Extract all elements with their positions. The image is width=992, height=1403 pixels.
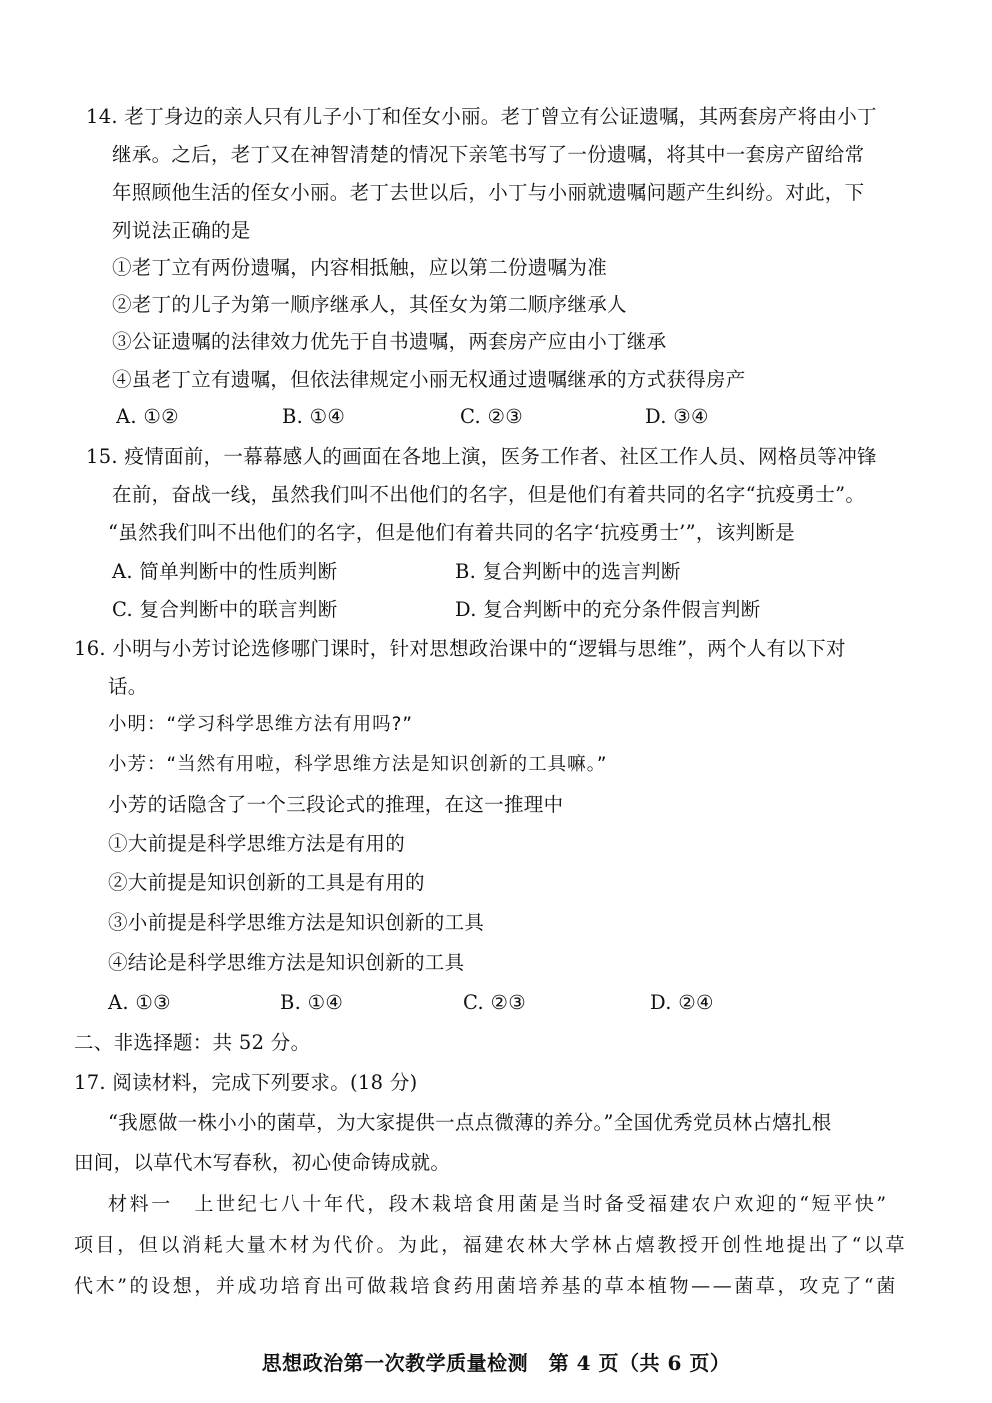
q14-option-3: ③公证遗嘱的法律效力优先于自书遗嘱，两套房产应由小丁继承 [112, 330, 667, 353]
q14-stem-line-3: 年照顾他生活的侄女小丽。老丁去世以后，小丁与小丽就遗嘱问题产生纠纷。对此，下 [112, 181, 865, 204]
q14-choice-c: C. ②③ [460, 405, 524, 428]
q16-option-2: ②大前提是知识创新的工具是有用的 [108, 871, 425, 894]
q17-material-1-line-2: 项目，但以消耗大量木材为代价。为此，福建农林大学林占熺教授开创性地提出了“以草 [74, 1234, 908, 1256]
page-footer: 思想政治第一次教学质量检测 第 4 页（共 6 页） [261, 1351, 731, 1375]
q14-stem-line-4: 列说法正确的是 [112, 219, 251, 242]
q16-choice-b: B. ①④ [280, 991, 344, 1014]
q17-intro-line-2: 田间，以草代木写春秋，初心使命铸成就。 [74, 1151, 451, 1174]
q15-choice-a: A. 简单判断中的性质判断 [112, 560, 338, 583]
q15-stem-line-2: 在前，奋战一线，虽然我们叫不出他们的名字，但是他们有着共同的名字“抗疫勇士”。 [112, 483, 866, 506]
q14-choice-d: D. ③④ [645, 405, 709, 428]
q17-material-1-line-1: 材料一 上世纪七八十年代，段木栽培食用菌是当时备受福建农户欢迎的“短平快” [108, 1193, 889, 1215]
q14-stem-line-1: 14. 老丁身边的亲人只有儿子小丁和侄女小丽。老丁曾立有公证遗嘱，其两套房产将由小丁 [86, 105, 877, 128]
q16-choice-d: D. ②④ [650, 991, 714, 1014]
q16-stem-line-1: 16. 小明与小芳讨论选修哪门课时，针对思想政治课中的“逻辑与思维”，两个人有以下对 [74, 637, 846, 660]
q15-choice-d: D. 复合判断中的充分条件假言判断 [455, 598, 761, 621]
q17-material-1-line-3: 代木”的设想，并成功培育出可做栽培食药用菌培养基的草本植物——菌草，攻克了“菌 [74, 1275, 898, 1297]
q14-option-4: ④虽老丁立有遗嘱，但依法律规定小丽无权通过遗嘱继承的方式获得房产 [112, 368, 746, 391]
q16-choice-c: C. ②③ [463, 991, 527, 1014]
section-heading-nonchoice: 二、非选择题：共 52 分。 [74, 1031, 311, 1054]
q16-dialogue-xiaoming: 小明：“学习科学思维方法有用吗?” [108, 714, 413, 735]
q14-stem-line-2: 继承。之后，老丁又在神智清楚的情况下亲笔书写了一份遗嘱，将其中一套房产留给常 [112, 143, 865, 166]
q15-stem-line-1: 15. 疫情面前，一幕幕感人的画面在各地上演，医务工作者、社区工作人员、网格员等冲锋 [86, 445, 877, 468]
q15-choice-b: B. 复合判断中的选言判断 [455, 560, 681, 583]
q15-choice-c: C. 复合判断中的联言判断 [112, 598, 338, 621]
q16-option-1: ①大前提是科学思维方法是有用的 [108, 832, 406, 855]
q14-choice-b: B. ①④ [282, 405, 346, 428]
q16-option-4: ④结论是科学思维方法是知识创新的工具 [108, 951, 465, 974]
q16-dialogue-xiaofang: 小芳：“当然有用啦，科学思维方法是知识创新的工具嘛。” [108, 754, 608, 775]
q14-choice-a: A. ①② [116, 405, 179, 428]
q14-option-2: ②老丁的儿子为第一顺序继承人，其侄女为第二顺序继承人 [112, 293, 627, 316]
q16-stem-line-2: 话。 [108, 675, 148, 698]
q15-stem-line-3: “虽然我们叫不出他们的名字，但是他们有着共同的名字‘抗疫勇士’”，该判断是 [108, 521, 795, 544]
q16-option-3: ③小前提是科学思维方法是知识创新的工具 [108, 911, 485, 934]
q16-lead-in: 小芳的话隐含了一个三段论式的推理，在这一推理中 [108, 793, 564, 816]
q14-option-1: ①老丁立有两份遗嘱，内容相抵触，应以第二份遗嘱为准 [112, 256, 608, 279]
q16-choice-a: A. ①③ [108, 991, 171, 1014]
q17-title: 17. 阅读材料，完成下列要求。(18 分) [74, 1071, 418, 1094]
q17-intro-line-1: “我愿做一株小小的菌草，为大家提供一点点微薄的养分。”全国优秀党员林占熺扎根 [108, 1111, 832, 1134]
